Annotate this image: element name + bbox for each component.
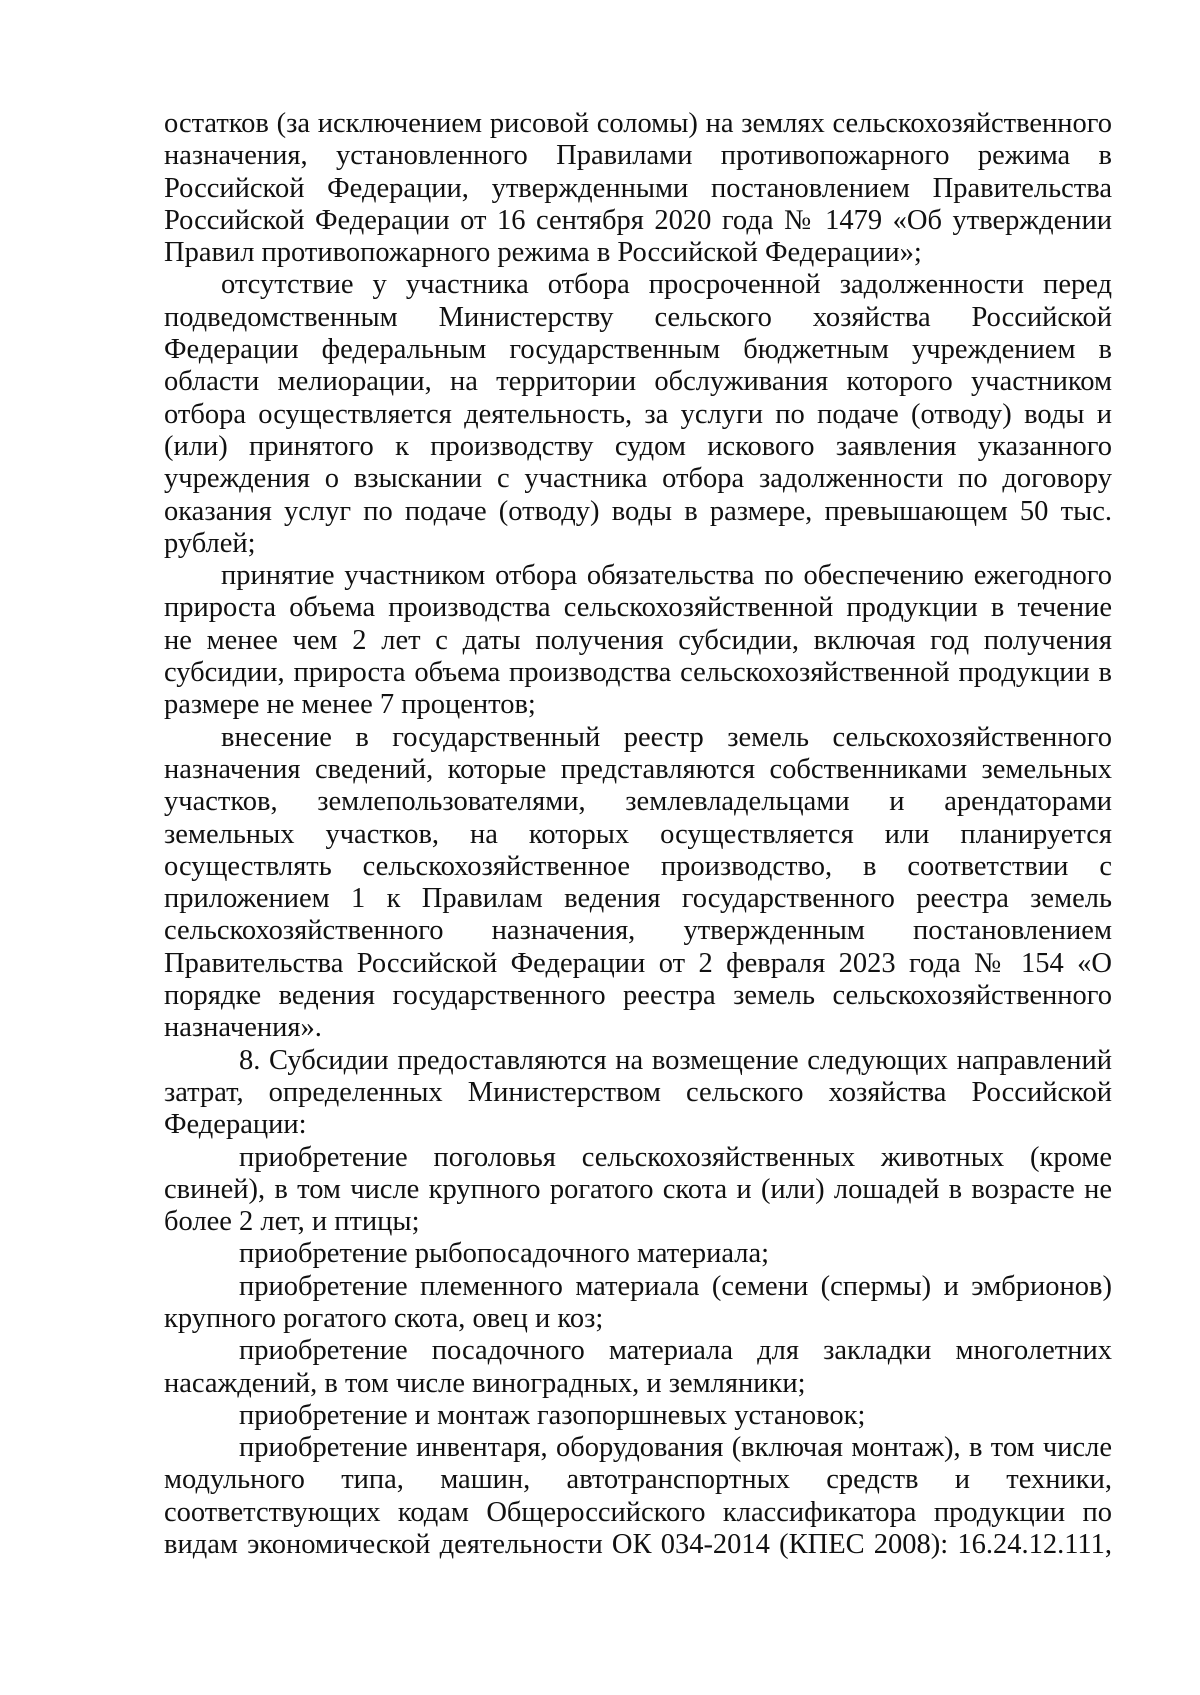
document-line: порядке ведения государственного реестра земель сельскохозяйственного: [164, 980, 1112, 1012]
document-line: приобретение посадочного материала для закладки многолетних: [239, 1335, 1112, 1367]
document-line: свиней), в том числе крупного рогатого скота и (или) лошадей в возрасте не: [164, 1173, 1112, 1205]
document-line: области мелиорации, на территории обслуживания которого участником: [164, 366, 1112, 398]
document-line: осуществлять сельскохозяйственное производство, в соответствии с: [164, 850, 1112, 882]
document-line: остатков (за исключением рисовой соломы) на землях сельскохозяйственного: [164, 108, 1112, 139]
document-line: назначения».: [164, 1012, 322, 1044]
document-line: внесение в государственный реестр земель сельскохозяйственного: [221, 721, 1112, 753]
document-line: приложением 1 к Правилам ведения государственного реестра земель: [164, 883, 1112, 915]
document-line: соответствующих кодам Общероссийского классификатора продукции по: [164, 1496, 1112, 1528]
document-line: приобретение инвентаря, оборудования (включая монтаж), в том числе: [239, 1432, 1112, 1464]
document-line: оказания услуг по подаче (отводу) воды в размере, превышающем 50 тыс.: [164, 495, 1112, 527]
document-line: назначения сведений, которые представляются собственниками земельных: [164, 753, 1112, 785]
document-line: земельных участков, на которых осуществляется или планируется: [164, 818, 1112, 850]
document-line: затрат, определенных Министерством сельского хозяйства Российской: [164, 1076, 1112, 1108]
document-line: приобретение племенного материала (семени (спермы) и эмбрионов): [239, 1270, 1112, 1302]
document-line: Правил противопожарного режима в Российской Федерации»;: [164, 237, 922, 269]
document-line: размере не менее 7 процентов;: [164, 689, 536, 721]
document-line: отбора осуществляется деятельность, за услуги по подаче (отводу) воды и: [164, 398, 1112, 430]
document-line: Российской Федерации от 16 сентября 2020 года № 1479 «Об утверждении: [164, 204, 1112, 236]
document-line: приобретение рыбопосадочного материала;: [239, 1238, 770, 1270]
document-page: [164, 108, 1112, 1561]
document-line: Федерации федеральным государственным бюджетным учреждением в: [164, 334, 1112, 366]
document-line: подведомственным Министерству сельского хозяйства Российской: [164, 301, 1112, 333]
document-line: Правительства Российской Федерации от 2 февраля 2023 года № 154 «О: [164, 947, 1112, 979]
document-line: видам экономической деятельности ОК 034-2014 (КПЕС 2008): 16.24.12.111,: [164, 1529, 1112, 1561]
document-line: рублей;: [164, 527, 256, 559]
document-line: прироста объема производства сельскохозяйственной продукции в течение: [164, 592, 1112, 624]
document-line: участков, землепользователями, землевладельцами и арендаторами: [164, 786, 1112, 818]
document-line: крупного рогатого скота, овец и коз;: [164, 1302, 604, 1334]
document-line: приобретение поголовья сельскохозяйственных животных (кроме: [239, 1141, 1112, 1173]
document-line: сельскохозяйственного назначения, утвержденным постановлением: [164, 915, 1112, 947]
document-line: насаждений, в том числе виноградных, и земляники;: [164, 1367, 806, 1399]
document-line: модульного типа, машин, автотранспортных средств и техники,: [164, 1464, 1112, 1496]
document-line: принятие участником отбора обязательства по обеспечению ежегодного: [221, 560, 1112, 592]
document-line: (или) принятого к производству судом искового заявления указанного: [164, 430, 1112, 462]
document-line: отсутствие у участника отбора просроченной задолженности перед: [221, 269, 1112, 301]
document-line: приобретение и монтаж газопоршневых установок;: [239, 1399, 866, 1431]
document-line: более 2 лет, и птицы;: [164, 1206, 420, 1238]
document-line: Российской Федерации, утвержденными постановлением Правительства: [164, 172, 1112, 204]
document-line: субсидии, прироста объема производства сельскохозяйственной продукции в: [164, 657, 1112, 689]
document-line: 8. Субсидии предоставляются на возмещение следующих направлений: [239, 1044, 1112, 1076]
document-line: учреждения о взыскании с участника отбора задолженности по договору: [164, 463, 1112, 495]
document-line: Федерации:: [164, 1109, 307, 1141]
document-line: назначения, установленного Правилами противопожарного режима в: [164, 140, 1112, 172]
document-line: не менее чем 2 лет с даты получения субсидии, включая год получения: [164, 624, 1112, 656]
